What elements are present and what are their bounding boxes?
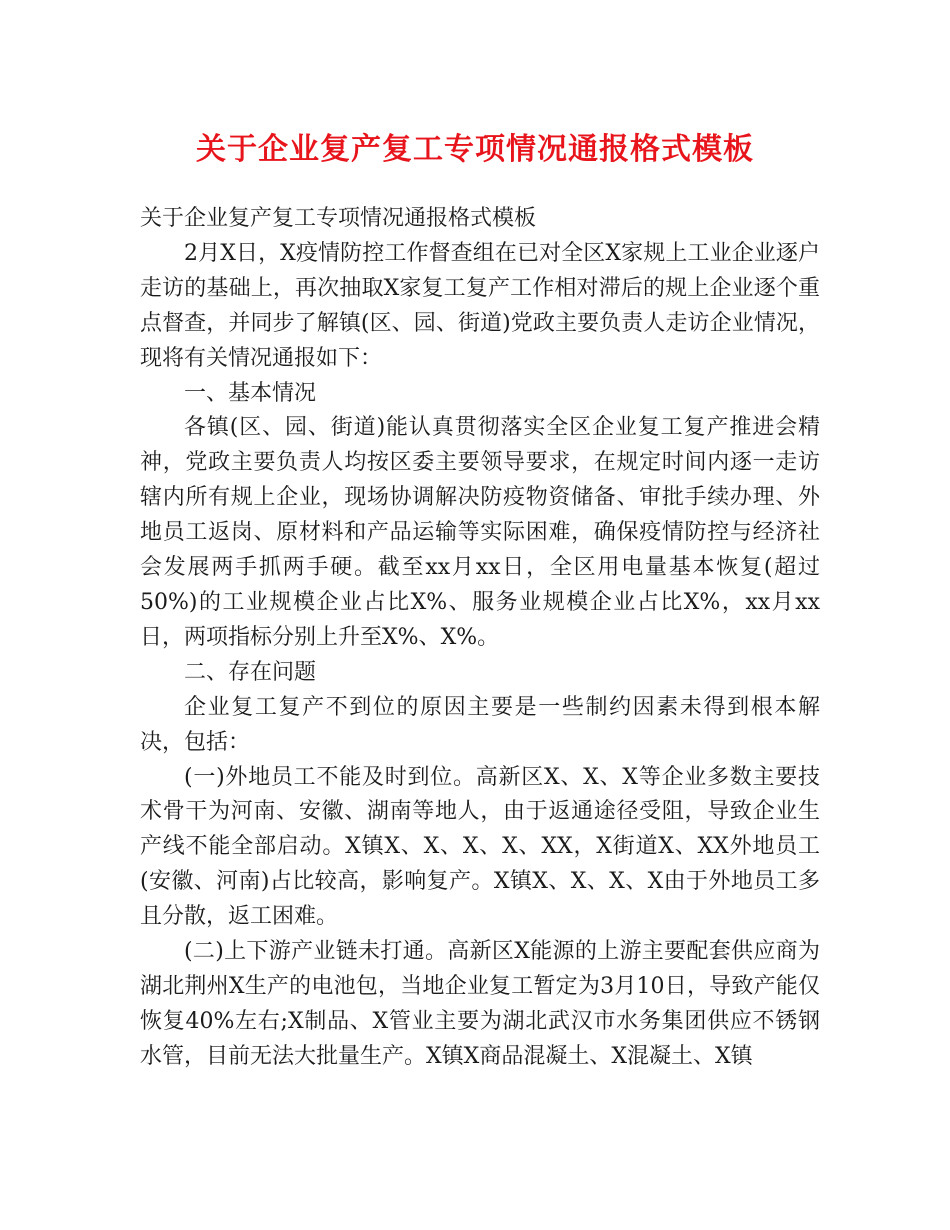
document-paragraph: 二、存在问题 (184, 659, 317, 685)
document-body (140, 202, 820, 1075)
document-paragraph: 2月X日，X疫情防控工作督查组在已对全区X家规上工业企业逐户走访的基础上，再次抽取X家复工复产工作相对滞后的规上企业逐个重点督查，并同步了解镇(区、园、街道)党政主要负责人走访企业情况，现将有关情况通报如下： (140, 240, 820, 371)
document-paragraph: (一)外地员工不能及时到位。高新区X、X、X等企业多数主要技术骨干为河南、安徽、湖南等地人，由于返通途径受阻，导致企业生产线不能全部启动。X镇X、X、X、X、XX，X街道X、XX外地员工(安徽、河南)占比较高，影响复产。X镇X、X、X、X由于外地员工多且分散，返工困难。 (140, 764, 820, 930)
document-paragraph: 企业复工复产不到位的原因主要是一些制约因素未得到根本解决，包括： (140, 694, 820, 755)
document-paragraph: 各镇(区、园、街道)能认真贯彻落实全区企业复工复产推进会精神，党政主要负责人均按区委主要领导要求，在规定时间内逐一走访辖内所有规上企业，现场协调解决防疫物资储备、审批手续办理、外地员工返岗、原材料和产品运输等实际困难，确保疫情防控与经济社会发展两手抓两手硬。截至xx月xx日，全区用电量基本恢复(超过50%)的工业规模企业占比X%、服务业规模企业占比X%，xx月xx日，两项指标分别上升至X%、X%。 (140, 415, 820, 650)
document-paragraph: 关于企业复产复工专项情况通报格式模板 (140, 206, 537, 231)
document-title: 关于企业复产复工专项情况通报格式模板 (196, 132, 754, 167)
document-paragraph: 一、基本情况 (184, 380, 317, 406)
document-paragraph: (二)上下游产业链未打通。高新区X能源的上游主要配套供应商为湖北荆州X生产的电池包，当地企业复工暂定为3月10日，导致产能仅恢复40%左右;X制品、X管业主要为湖北武汉市水务集团供应不锈钢水管，目前无法大批量生产。X镇X商品混凝土、X混凝土、X镇 (140, 939, 820, 1069)
